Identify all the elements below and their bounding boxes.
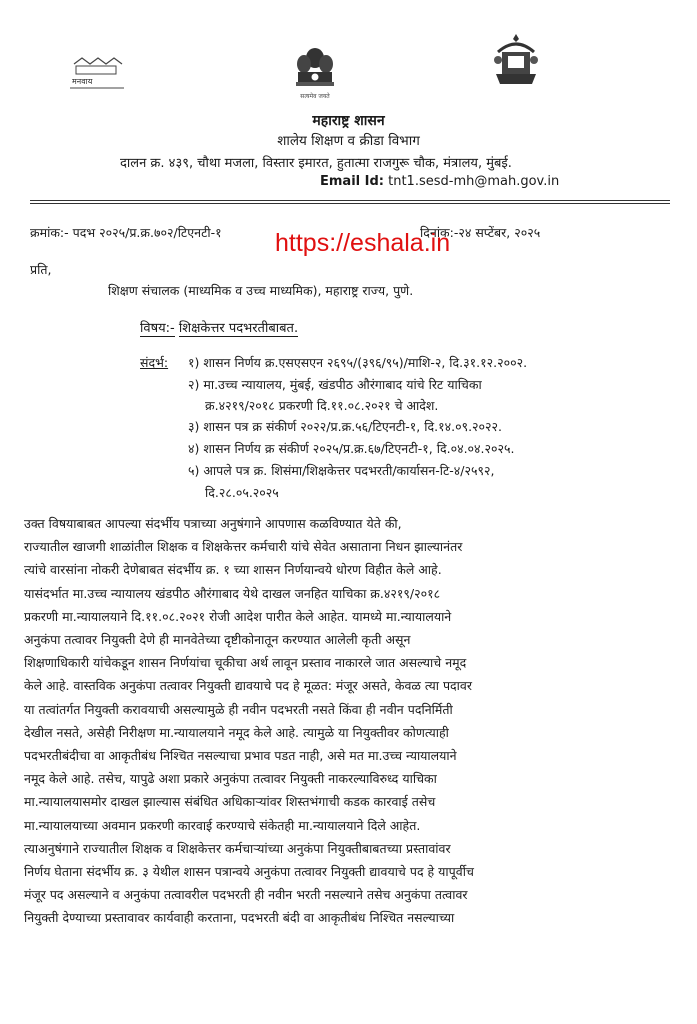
- body-line: मा.न्यायालयाच्या अवमान प्रकरणी कारवाई करण्याचे संकेतही मा.न्यायालयाने दिले आहेत.: [24, 817, 421, 833]
- body-line: उक्त विषयाबाबत आपल्या संदर्भीय पत्राच्या अनुषंगाने आपणास कळविण्यात येते की,: [24, 516, 402, 531]
- body-line: या तत्वांतर्गत नियुक्ती करावयाची असल्यामुळे ही नवीन पदभरती नसते किंवा ही नवीन पदनिर्मिती: [24, 701, 453, 717]
- body-line: निर्णय घेताना संदर्भीय क्र. ३ येथील शासन पत्रान्वये अनुकंपा तत्वावर नियुक्ती द्यावयाचे पद हे यापूर्वीच: [24, 864, 474, 880]
- subject-line: [140, 318, 298, 336]
- body-line: त्यांचे वारसांना नोकरी देणेबाबत संदर्भीय क्र. १ च्या शासन निर्णयान्वये धोरण विहीत केले आहे.: [24, 562, 442, 578]
- subject-label: विषय:-: [140, 321, 175, 336]
- government-name: महाराष्ट्र शासन: [312, 113, 385, 129]
- header-rule-2: [30, 203, 670, 204]
- office-address: दालन क्र. ४३९, चौथा मजला, विस्तार इमारत, हुतात्मा राजगुरू चौक, मंत्रालय, मुंबई.: [120, 156, 512, 171]
- body-line: शिक्षणाधिकारी यांचेकडून शासन निर्णयांचा चूकीचा अर्थ लावून प्रस्ताव नाकारले जात असल्याचे नमूद: [24, 655, 467, 671]
- email-address: tnt1.sesd-mh@mah.gov.in: [388, 174, 560, 189]
- reference-item: २) मा.उच्च न्यायालय, मुंबई, खंडपीठ औरंगाबाद यांचे रिट याचिका: [188, 377, 482, 392]
- subject-text: शिक्षकेत्तर पदभरतीबाबत.: [178, 321, 299, 336]
- left-logo-text: मनवाय: [72, 77, 93, 86]
- reference-item: ३) शासन पत्र क्र संकीर्ण २०२२/प्र.क्र.५६/टिएनटी-१, दि.१४.०९.२०२२.: [188, 419, 503, 434]
- body-line: अनुकंपा तत्वावर नियुक्ती देणे ही मानवेतेच्या दृष्टीकोनातून करण्यात आलेली कृती असून: [24, 632, 411, 648]
- recipient-name: शिक्षण संचालक (माध्यमिक व उच्च माध्यमिक), महाराष्ट्र राज्य, पुणे.: [108, 283, 414, 298]
- right-seal: [486, 30, 546, 94]
- letter-number: क्रमांक:- पदभ २०२५/प्र.क्र.७०२/टिएनटी-१: [30, 225, 222, 240]
- body-line: पदभरतीबंदीचा वा आकृतीबंध निश्चित नसल्याचा प्रभाव पडत नाही, असे मत मा.उच्च न्यायालयाने: [24, 748, 457, 764]
- body-line: प्रकरणी मा.न्यायालयाने दि.११.०८.२०२१ रोजी आदेश पारीत केले आहेत. यामध्ये मा.न्यायालयाने: [24, 608, 452, 624]
- reference-item: ४) शासन निर्णय क्र संकीर्ण २०२५/प्र.क्र.६७/टिएनटी-१, दि.०४.०४.२०२५.: [188, 441, 515, 456]
- email-label: Email Id:: [320, 174, 384, 189]
- header-rule: [30, 200, 670, 201]
- body-line: मंजूर पद असल्याने व अनुकंपा तत्वावरील पदभरती ही नवीन भरती नसल्याने तसेच अनुकंपा तत्वावर: [24, 887, 468, 903]
- body-line: त्याअनुषंगाने राज्यातील शिक्षक व शिक्षकेत्तर कर्मचाऱ्यांच्या अनुकंपा नियुक्तीबाबतच्या प्रस्तावांवर: [24, 840, 451, 856]
- reference-item: क्र.४२१९/२०१८ प्रकरणी दि.११.०८.२०२१ चे आदेश.: [205, 398, 439, 413]
- references-label: संदर्भ:: [140, 355, 169, 370]
- recipient-prefix: प्रति,: [30, 262, 52, 277]
- body-line: नमूद केले आहे. तसेच, यापुढे अशा प्रकारे अनुकंपा तत्वावर नियुक्ती नाकरल्याविरुध्द याचिका: [24, 771, 437, 787]
- reference-item: ५) आपले पत्र क्र. शिसंमा/शिक्षकेत्तर पदभरती/कार्यासन-टि-४/२५९२,: [188, 463, 495, 478]
- body-line: राज्यातील खाजगी शाळांतील शिक्षक व शिक्षकेत्तर कर्मचारी यांचे सेवेत असाताना निधन झाल्यानंतर: [24, 539, 463, 555]
- body-line: यासंदर्भात मा.उच्च न्यायालय खंडपीठ औरंगाबाद येथे दाखल जनहित याचिका क्र.४२१९/२०१८: [24, 585, 441, 601]
- body-paragraph: [24, 512, 669, 930]
- watermark-url: https://eshala.in: [275, 229, 451, 257]
- left-logo: [66, 56, 128, 96]
- emblem-motto: सत्यमेव जयते: [300, 93, 330, 100]
- email-line: [320, 174, 680, 189]
- body-line: मा.न्यायालयासमोर दाखल झाल्यास संबंधित अधिकाऱ्यांवर शिस्तभंगाची कडक कारवाई तसेच: [24, 794, 436, 810]
- letter-date: दिनांक:-२४ सप्टेंबर, २०२५: [420, 225, 541, 240]
- reference-item: दि.२८.०५.२०२५: [205, 485, 279, 500]
- department-name: शालेय शिक्षण व क्रीडा विभाग: [277, 133, 420, 149]
- body-line: केले आहे. वास्तविक अनुकंपा तत्वावर नियुक्ती द्यावयाचे पद हे मूळत: मंजूर असते, केवळ त्या पदावर: [24, 678, 472, 694]
- reference-item: १) शासन निर्णय क्र.एसएसएन २६९५/(३९६/९५)/माशि-२, दि.३१.१२.२००२.: [188, 355, 528, 370]
- body-line: देखील नसते, असेही निरीक्षण मा.न्यायालयाने नमूद केले आहे. त्यामुळे या नियुक्तीवर कोणत्याही: [24, 724, 449, 740]
- national-emblem: [290, 44, 340, 108]
- body-line: नियुक्ती देण्याच्या प्रस्तावावर कार्यवाही करताना, पदभरती बंदी वा आकृतीबंध निश्चित नसल्याच्या: [24, 910, 455, 926]
